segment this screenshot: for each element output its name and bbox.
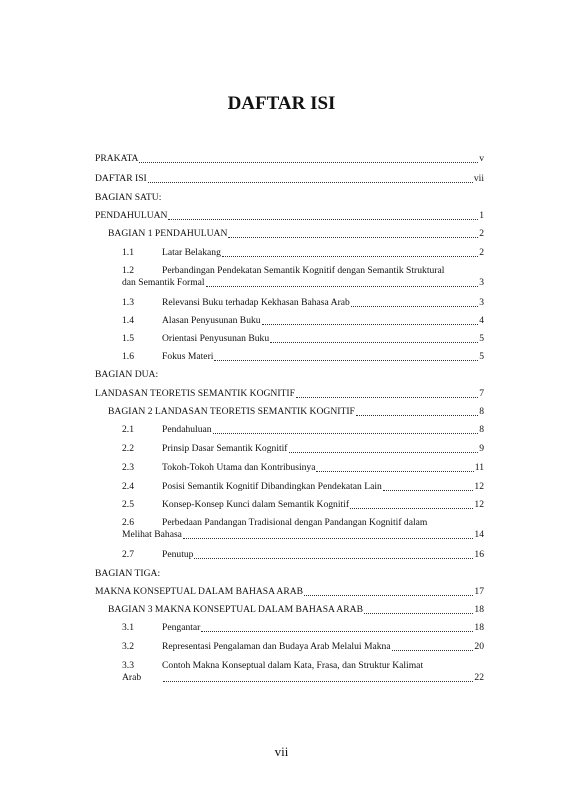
toc-entry-2-5[interactable] [122, 499, 484, 511]
dot-leader [228, 237, 478, 238]
toc-entry-title: BAGIAN 3 MAKNA KONSEPTUAL DALAM BAHASA ARAB [108, 604, 363, 615]
toc-entry-title: Prinsip Dasar Semantik Kognitif [162, 443, 288, 454]
toc-entry-page: v [479, 153, 484, 164]
toc-entry-page: 5 [479, 333, 484, 344]
dot-leader [168, 219, 478, 220]
toc-entry-page: 4 [479, 315, 484, 326]
dot-leader [148, 182, 473, 183]
toc-entry-title-cont: dan Semantik Formal [122, 277, 205, 288]
toc-entry-title: PRAKATA [95, 153, 139, 164]
toc-entry-prakata[interactable] [95, 153, 484, 165]
toc-entry-title: Orientasi Penyusunan Buku [162, 333, 270, 344]
dot-leader [296, 397, 478, 398]
dot-leader [201, 631, 473, 632]
toc-entry-3-3[interactable] [122, 660, 484, 684]
dot-leader [262, 324, 479, 325]
toc-entry-number: 2.2 [122, 443, 134, 454]
toc-entry-number: 1.3 [122, 297, 134, 308]
toc-entry-3-2[interactable] [122, 641, 484, 653]
toc-entry-page: 9 [479, 443, 484, 454]
toc-entry-2-7[interactable] [122, 549, 484, 561]
dot-leader [139, 162, 478, 163]
dot-leader [214, 360, 478, 361]
toc-entry-number: 2.5 [122, 499, 134, 510]
toc-entry-number: 3.2 [122, 641, 134, 652]
toc-entry-page: 20 [474, 641, 484, 652]
toc-entry-page: 12 [474, 499, 484, 510]
toc-entry-title: Tokoh-Tokoh Utama dan Kontribusinya [162, 462, 316, 473]
toc-entry-2-3[interactable] [122, 462, 484, 474]
dot-leader [316, 471, 473, 472]
dot-leader [392, 650, 474, 651]
toc-entry-daftar-isi[interactable] [95, 173, 484, 185]
toc-entry-number: 1.1 [122, 247, 134, 258]
toc-entry-title-cont: Melihat Bahasa [122, 529, 182, 540]
toc-entry-page: 12 [474, 481, 484, 492]
toc-entry-title: Representasi Pengalaman dan Budaya Arab Melalui Makna [162, 641, 391, 652]
toc-entry-number: 1.6 [122, 351, 134, 362]
toc-entry-2-1[interactable] [122, 424, 484, 436]
toc-entry-title: Pengantar [162, 622, 201, 633]
toc-entry-number: 2.3 [122, 462, 134, 473]
toc-part-heading-bagian-dua: BAGIAN DUA: [95, 369, 159, 380]
dot-leader [356, 415, 478, 416]
toc-entry-title: Penutup [162, 549, 194, 560]
toc-entry-page: 7 [479, 388, 484, 399]
toc-entry-page: 16 [474, 549, 484, 560]
toc-entry-title: DAFTAR ISI [95, 173, 147, 184]
toc-entry-bab-1[interactable] [108, 228, 484, 240]
toc-entry-title: Posisi Semantik Kognitif Dibandingkan Pendekatan Lain [162, 481, 382, 492]
toc-entry-page: 22 [474, 672, 484, 683]
toc-entry-page: 1 [479, 210, 484, 221]
toc-entry-page: 8 [479, 424, 484, 435]
toc-entry-title: Alasan Penyusunan Buku [162, 315, 261, 326]
toc-entry-page: 8 [479, 406, 484, 417]
dot-leader [206, 286, 479, 287]
dot-leader [351, 306, 478, 307]
toc-entry-1-3[interactable] [122, 297, 484, 309]
page-title: DAFTAR ISI [227, 93, 336, 114]
toc-entry-page: 17 [474, 586, 484, 597]
toc-entry-page: 2 [479, 228, 484, 239]
toc-entry-number: 1.5 [122, 333, 134, 344]
toc-entry-page: 5 [479, 351, 484, 362]
toc-entry-1-1[interactable] [122, 247, 484, 259]
toc-entry-page: 14 [474, 529, 484, 540]
toc-entry-number: 2.4 [122, 481, 134, 492]
toc-entry-1-2[interactable] [122, 265, 484, 289]
toc-entry-page: 3 [479, 297, 484, 308]
dot-leader [289, 452, 479, 453]
toc-entry-pendahuluan-part[interactable] [95, 210, 484, 222]
toc-entry-page: vii [473, 173, 484, 184]
toc-entry-title: PENDAHULUAN [95, 210, 168, 221]
dot-leader [270, 342, 478, 343]
toc-entry-title: Latar Belakang [162, 247, 221, 258]
toc-entry-number: 1.2 [122, 265, 134, 276]
toc-part-heading-bagian-tiga: BAGIAN TIGA: [95, 568, 161, 579]
toc-entry-landasan-part[interactable] [95, 388, 484, 400]
toc-entry-1-4[interactable] [122, 315, 484, 327]
toc-entry-bab-2[interactable] [108, 406, 484, 418]
toc-entry-title: BAGIAN 2 LANDASAN TEORETIS SEMANTIK KOGNITIF [108, 406, 355, 417]
dot-leader [222, 256, 478, 257]
dot-leader [383, 490, 474, 491]
toc-entry-title: Fokus Materi [162, 351, 214, 362]
dot-leader [183, 538, 473, 539]
toc-entry-page: 18 [474, 622, 484, 633]
toc-entry-title: Contoh Makna Konseptual dalam Kata, Frasa, dan Struktur Kalimat [162, 660, 424, 671]
toc-entry-title: Pendahuluan [162, 424, 212, 435]
toc-part-heading-bagian-satu: BAGIAN SATU: [95, 192, 162, 203]
toc-entry-makna-part[interactable] [95, 586, 484, 598]
toc-entry-bab-3[interactable] [108, 604, 484, 616]
toc-entry-number: 2.7 [122, 549, 134, 560]
toc-entry-number: 2.6 [122, 517, 134, 528]
page-number: vii [274, 744, 289, 759]
dot-leader [213, 433, 479, 434]
toc-entry-title-cont: Arab [122, 672, 142, 683]
toc-entry-page: 18 [474, 604, 484, 615]
toc-entry-1-6[interactable] [122, 351, 484, 363]
toc-entry-title: MAKNA KONSEPTUAL DALAM BAHASA ARAB [95, 586, 304, 597]
toc-entry-page: 11 [474, 462, 484, 473]
toc-entry-3-1[interactable] [122, 622, 484, 634]
toc-entry-title: LANDASAN TEORETIS SEMANTIK KOGNITIF [95, 388, 295, 399]
toc-entry-number: 3.1 [122, 622, 134, 633]
toc-entry-title: Perbandingan Pendekatan Semantik Kognitif dengan Semantik Struktural [162, 265, 445, 276]
dot-leader [350, 508, 473, 509]
dot-leader [304, 595, 473, 596]
toc-entry-title: Perbedaan Pandangan Tradisional dengan Pandangan Kognitif dalam [162, 517, 428, 528]
toc-entry-1-5[interactable] [122, 333, 484, 345]
dot-leader [364, 613, 473, 614]
toc-entry-number: 1.4 [122, 315, 134, 326]
dot-leader [194, 558, 473, 559]
toc-entry-2-2[interactable] [122, 443, 484, 455]
toc-entry-page: 2 [479, 247, 484, 258]
toc-entry-number: 2.1 [122, 424, 134, 435]
toc-entry-page: 3 [479, 277, 484, 288]
toc-entry-2-6[interactable] [122, 517, 484, 541]
toc-entry-2-4[interactable] [122, 481, 484, 493]
toc-entry-number: 3.3 [122, 660, 134, 671]
toc-entry-title: BAGIAN 1 PENDAHULUAN [108, 228, 228, 239]
toc-entry-title: Relevansi Buku terhadap Kekhasan Bahasa Arab [162, 297, 350, 308]
dot-leader [163, 681, 473, 682]
toc-entry-title: Konsep-Konsep Kunci dalam Semantik Kognitif [162, 499, 350, 510]
